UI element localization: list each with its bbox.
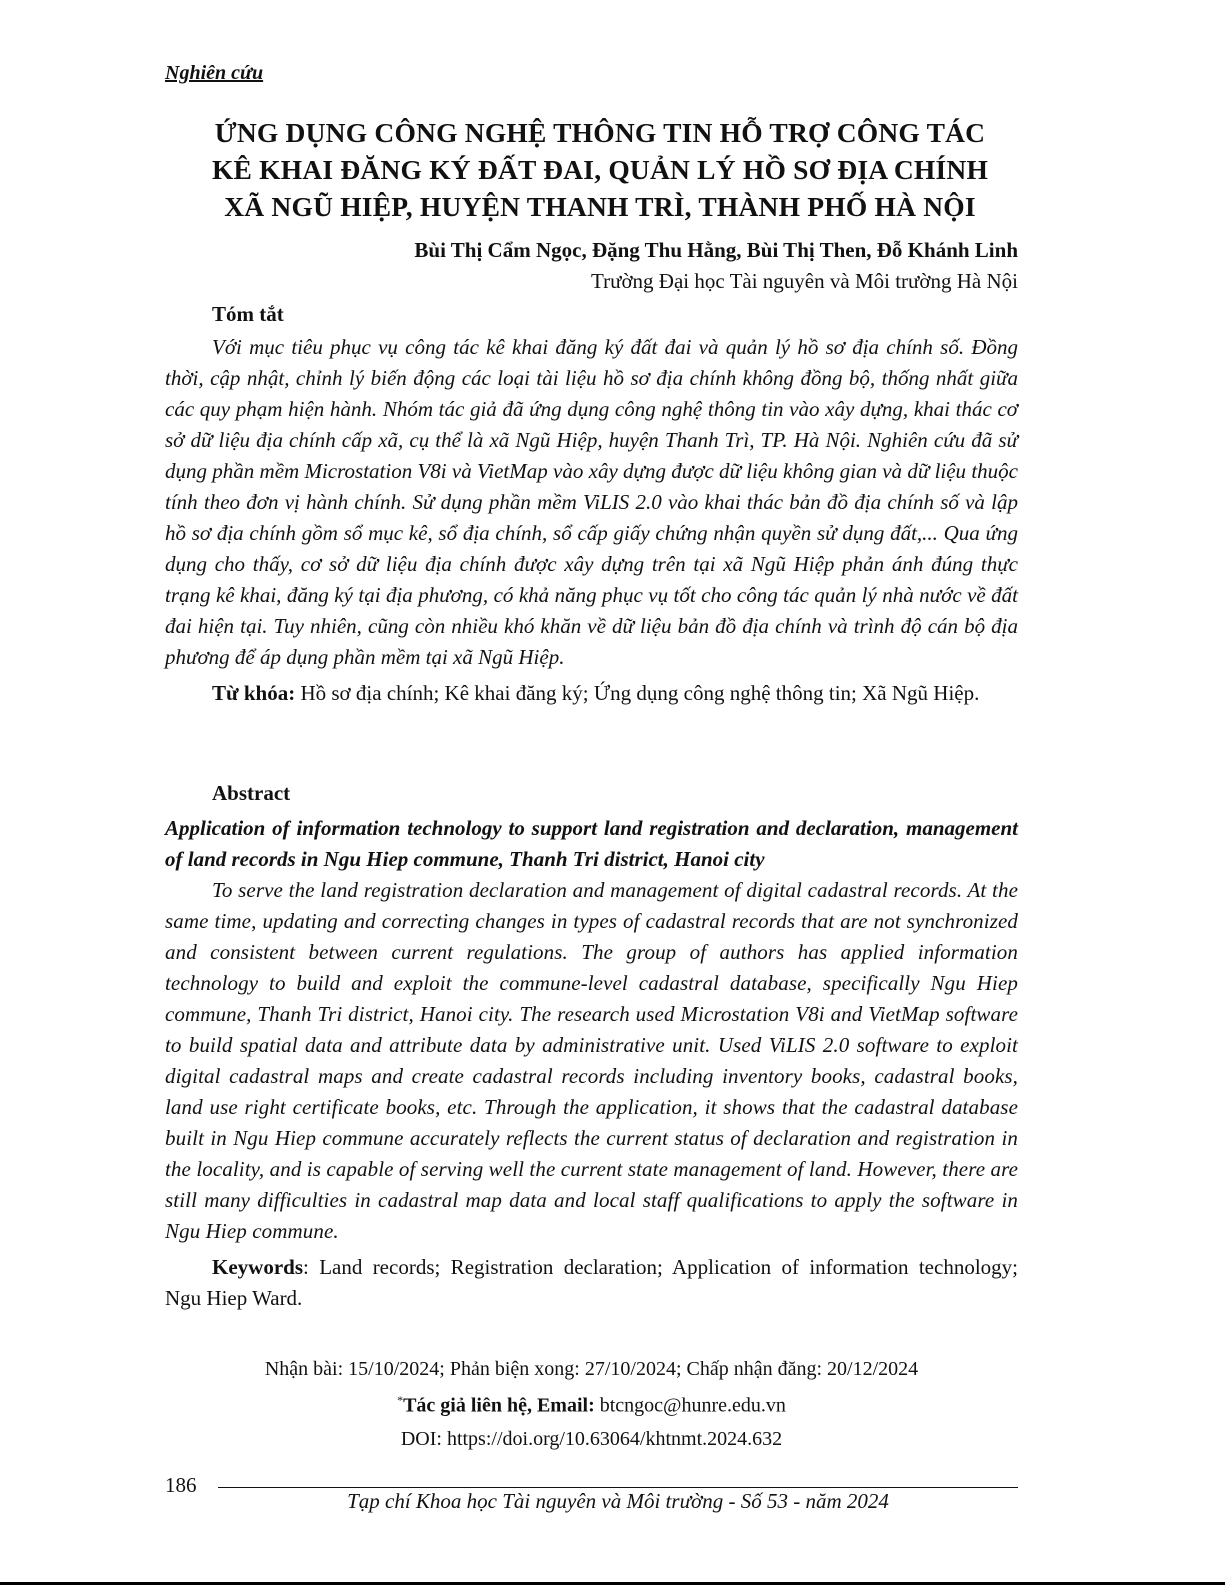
asterisk: * — [397, 1393, 404, 1407]
abstract-body-en: To serve the land registration declaration and management of digital cadastral records. At the same time, updating and correcting changes in types of cadastral records that are not synchronized and consistent between current regulations. The group of authors has applied information technology to build and exploit the commune-level cadastral database, specifically Ngu Hiep commune, Thanh Tri district, Hanoi city. The research used Microstation V8i and VietMap software to build spatial data and attribute data by administrative unit. Used ViLIS 2.0 software to exploit digital cadastral maps and create cadastral records including inventory books, cadastral books, land use right certificate books, etc. Through the application, it shows that the cadastral database built in Ngu Hiep commune accurately reflects the current status of declaration and registration in the locality, and is capable of serving well the current state management of land. However, there are still many difficulties in cadastral map data and local staff qualifications to apply the software in Ngu Hiep commune. — [165, 878, 1018, 1243]
affiliation: Trường Đại học Tài nguyên và Môi trường Hà Nội — [590, 269, 1018, 293]
contact-line — [165, 1393, 1018, 1418]
keywords-text-en: : Land records; Registration declaration; Application of information technology; Ngu Hiep Ward. — [165, 1255, 1018, 1310]
keywords-label-en: Keywords — [212, 1255, 303, 1279]
english-abstract — [165, 781, 1018, 1314]
title-line: ỨNG DỤNG CÔNG NGHỆ THÔNG TIN HỖ TRỢ CÔNG TÁC — [214, 117, 986, 148]
abstract-heading-vi: Tóm tắt — [212, 302, 284, 326]
dates-line: Nhận bài: 15/10/2024; Phản biện xong: 27/10/2024; Chấp nhận đăng: 20/12/2024 — [264, 1358, 919, 1380]
keywords-text-vi: Hồ sơ địa chính; Kê khai đăng ký; Ứng dụng công nghệ thông tin; Xã Ngũ Hiệp. — [295, 681, 980, 705]
authors: Bùi Thị Cẩm Ngọc, Đặng Thu Hằng, Bùi Thị Then, Đỗ Khánh Linh — [414, 238, 1018, 262]
contact-email[interactable]: btcngoc@hunre.edu.vn — [594, 1394, 786, 1417]
footer-rule — [218, 1487, 1018, 1488]
section-label: Nghiên cứu — [165, 62, 264, 84]
keywords-en — [165, 1252, 1018, 1314]
page-number: 186 — [165, 1473, 197, 1497]
english-title: Application of information technology to support land registration and declaration, management of land records in Ngu Hiep commune, Thanh Tri district, Hanoi city — [165, 816, 1018, 871]
abstract-body-vi: Với mục tiêu phục vụ công tác kê khai đăng ký đất đai và quản lý hồ sơ địa chính số. Đồng thời, cập nhật, chỉnh lý biến động các loại tài liệu hồ sơ địa chính không đồng bộ, thống nhất giữa các quy phạm hiện hành. Nhóm tác giả đã ứng dụng công nghệ thông tin vào xây dựng, khai thác cơ sở dữ liệu địa chính cấp xã, cụ thể là xã Ngũ Hiệp, huyện Thanh Trì, TP. Hà Nội. Nghiên cứu đã sử dụng phần mềm Microstation V8i và VietMap vào xây dựng được dữ liệu không gian và dữ liệu thuộc tính theo đơn vị hành chính. Sử dụng phần mềm ViLIS 2.0 vào khai thác bản đồ địa chính số và lập hồ sơ địa chính gồm sổ mục kê, sổ địa chính, sổ cấp giấy chứng nhận quyền sử dụng đất,... Qua ứng dụng cho thấy, cơ sở dữ liệu địa chính được xây dựng trên tại xã Ngũ Hiệp phản ánh đúng thực trạng kê khai, đăng ký tại địa phương, có khả năng phục vụ tốt cho công tác quản lý nhà nước về đất đai hiện tại. Tuy nhiên, cũng còn nhiều khó khăn về dữ liệu bản đồ địa chính và trình độ cán bộ địa phương để áp dụng phần mềm tại xã Ngũ Hiệp. — [165, 335, 1018, 669]
contact-label: Tác giả liên hệ, Email: — [403, 1394, 595, 1417]
vietnamese-abstract — [165, 302, 1018, 709]
title-line: XÃ NGŨ HIỆP, HUYỆN THANH TRÌ, THÀNH PHỐ HÀ NỘI — [224, 191, 976, 222]
keywords-vi — [165, 678, 1018, 709]
title-line: KÊ KHAI ĐĂNG KÝ ĐẤT ĐAI, QUẢN LÝ HỒ SƠ ĐỊA CHÍNH — [211, 154, 989, 185]
journal-footer: Tạp chí Khoa học Tài nguyên và Môi trường - Số 53 - năm 2024 — [347, 1489, 889, 1513]
article-title — [150, 114, 1050, 225]
abstract-heading-en: Abstract — [212, 781, 291, 805]
keywords-label-vi: Từ khóa: — [212, 681, 296, 705]
doi-line[interactable]: DOI: https://doi.org/10.63064/khtnmt.2024.632 — [400, 1428, 783, 1450]
